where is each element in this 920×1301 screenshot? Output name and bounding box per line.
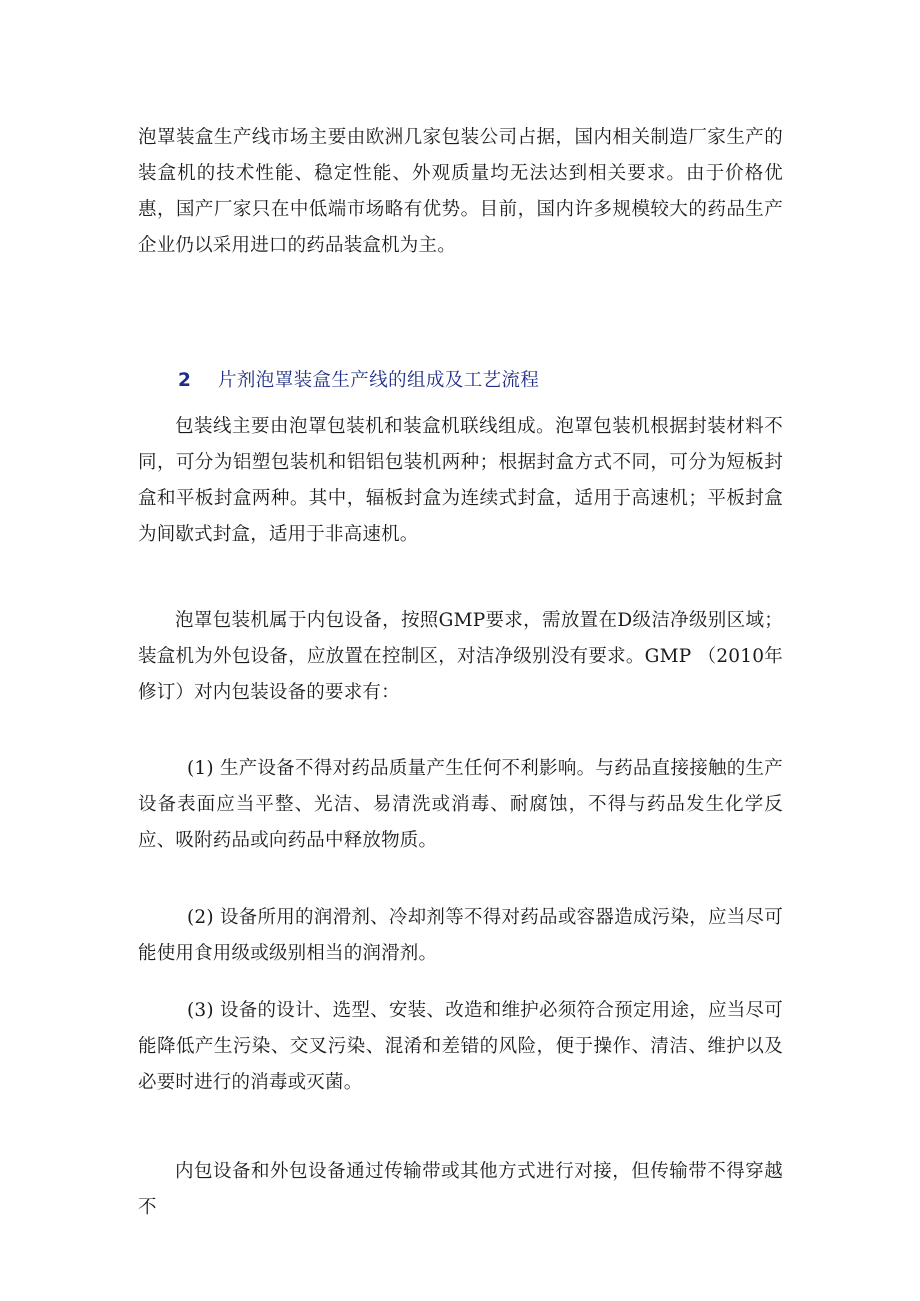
section-heading [178, 367, 539, 395]
paragraph-gmp-requirements: 泡罩包装机属于内包设备，按照GMP要求，需放置在D级洁净级别区域；装盒机为外包设备，应放置在控制区，对洁净级别没有要求。GMP （2010年修订）对内包装设备的要求有： [138, 610, 783, 703]
paragraph-conveyor: 内包设备和外包设备通过传输带或其他方式进行对接，但传输带不得穿越不 [138, 1161, 783, 1218]
paragraph-requirement-2: (2) 设备所用的润滑剂、冷却剂等不得对药品或容器造成污染，应当尽可能使用食用级或级别相当的润滑剂。 [138, 907, 783, 964]
paragraph-requirement-1: (1) 生产设备不得对药品质量产生任何不利影响。与药品直接接触的生产设备表面应当平整、光洁、易清洗或消毒、耐腐蚀，不得与药品发生化学反应、吸附药品或向药品中释放物质。 [138, 758, 783, 851]
paragraph-market-overview: 泡罩装盒生产线市场主要由欧洲几家包装公司占据，国内相关制造厂家生产的装盒机的技术性能、稳定性能、外观质量均无法达到相关要求。由于价格优惠，国产厂家只在中低端市场略有优势。目前，国内许多规模较大的药品生产企业仍以采用进口的药品装盒机为主。 [138, 127, 783, 256]
section-title: 片剂泡罩装盒生产线的组成及工艺流程 [218, 370, 540, 391]
paragraph-requirement-3: (3) 设备的设计、选型、安装、改造和维护必须符合预定用途，应当尽可能降低产生污染、交叉污染、混淆和差错的风险，便于操作、清洁、维护以及必要时进行的消毒或灭菌。 [138, 1000, 783, 1093]
paragraph-line-composition: 包装线主要由泡罩包装机和装盒机联线组成。泡罩包装机根据封装材料不同，可分为铝塑包装机和铝铝包装机两种；根据封盒方式不同，可分为短板封盒和平板封盒两种。其中，辐板封盒为连续式封盒，适用于高速机；平板封盒为间歇式封盒，适用于非高速机。 [138, 416, 783, 545]
section-number: 2 [178, 370, 191, 391]
